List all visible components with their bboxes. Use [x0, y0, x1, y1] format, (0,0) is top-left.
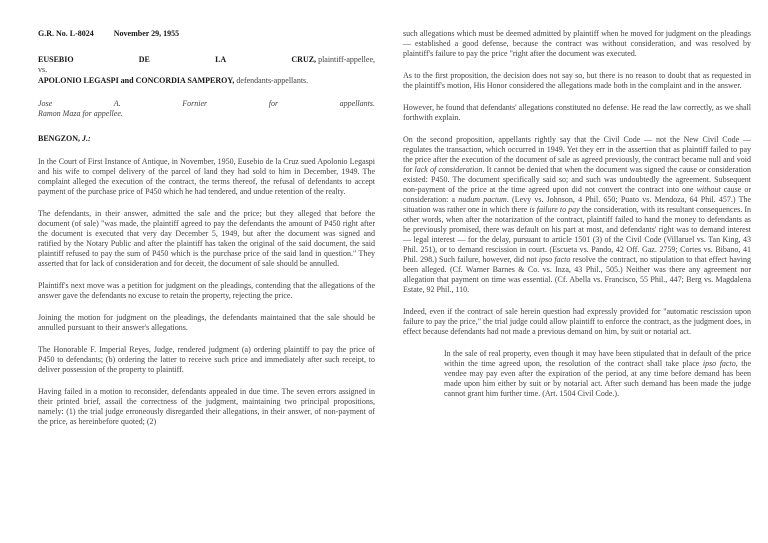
appellants-counsel-line [38, 99, 375, 109]
left-column [38, 0, 375, 439]
body-paragraph: In the Court of First Instance of Antique, in November, 1950, Eusebio de la Cruz sued Apolonio Legaspi and his wife to compel delivery of the parcel of land they had sold to him in December, 1949. The complaint alleged the execution of the contract, the terms thereof, the refusal of defendants to accept payment of the purchase price of P450 which he had tendered, and undue retention of the realty. [38, 157, 375, 196]
body-paragraph: However, he found that defendants' allegations constituted no defense. He read the law correctly, as we shall forthwith explain. [403, 103, 751, 122]
body-paragraph: The Honorable F. Imperial Reyes, Judge, rendered judgment (a) ordering plaintiff to pay the price of P450 to defendants; (b) ordering the latter to receive such price and immediately after such receipt, to deliver possession of the property to plaintiff. [38, 345, 375, 374]
defendants-role: defendants-appellants. [236, 76, 309, 85]
statute-blockquote: In the sale of real property, even though it may have been stipulated that in default of the price within the time agreed upon, the resolution of the contract shall take place ipso facto, the vendee may pay even after the expiration of the period, at any time before demand has been made upon him either by suit or by notarial act. After such demand has been made the judge cannot grant him further time. (Art. 1504 Civil Code.). [444, 349, 751, 398]
counsel-word: appellants. [339, 99, 375, 108]
defendants-names: APOLONIO LEGASPI and CONCORDIA SAMPEROY, [38, 76, 235, 85]
body-paragraph: As to the first proposition, the decision does not say so, but there is no reason to doubt that as requested in the plaintiff's motion, His Honor considered the allegations made both in the complaint and in the answer. [403, 71, 751, 90]
body-paragraph: Plaintiff's next move was a petition for judgment on the pleadings, contending that the allegations of the answer gave the defendants no excuse to retain the property, rejecting the price. [38, 281, 375, 300]
body-paragraph: Indeed, even if the contract of sale herein question had expressly provided for "automatic rescission upon failure to pay the price," the trial judge could allow plaintiff to enforce the contract, as the judgment does, in effect because defendants had not made a previous demand on him, by suit or notarial act. [403, 307, 751, 336]
defendants-caption-line [38, 75, 375, 86]
body-paragraph: Joining the motion for judgment on the pleadings, the defendants maintained that the sale should be annulled pursuant to their answer's allegations. [38, 313, 375, 332]
counsel-block [38, 99, 375, 119]
body-paragraph: such allegations which must be deemed admitted by plaintiff when he moved for judgment on the pleadings — established a good defense, because the contract was without consideration, and was resolved by plaintiff's failure to pay the price "right after the document was executed. [403, 29, 751, 58]
plaintiff-name-word: CRUZ, [291, 55, 317, 64]
body-paragraph: Having failed in a motion to reconsider, defendants appealed in due time. The seven errors assigned in their printed brief, assail the correctness of the judgment, maintaining two principal propositions, namely: (1) the trial judge erroneously disregarded their allegations, in their answer, of non-payment of the price, as hereinbefore quoted; (2) [38, 387, 375, 426]
decision-date: November 29, 1955 [113, 29, 180, 38]
plaintiff-name-word: EUSEBIO [38, 55, 74, 64]
versus-label: vs. [38, 65, 48, 74]
body-paragraph: The defendants, in their answer, admitted the sale and the price; but they alleged that before the document (of sale) "was made, the plaintiff agreed to pay the defendants the amount of P450 right after the document is executed that very day December 5, 1949, but after the document was signed and ratified by the Notary Public and after the plaintiff has taken the original of the said document, the said plaintiff refused to pay the sum of P450 which is the purchase price of the said land in question." They asserted that for lack of consideration and for deceit, the document of sale should be annulled. [38, 209, 375, 268]
plaintiff-caption-line [38, 54, 375, 65]
right-column [403, 0, 751, 411]
plaintiff-name-word: DE [138, 55, 150, 64]
plaintiff-name-and-role [291, 54, 375, 65]
plaintiff-role: plaintiff-appellee, [318, 55, 375, 64]
counsel-word: Jose [38, 99, 53, 108]
appellee-counsel-line: Ramon Maza for appellee. [38, 109, 123, 118]
counsel-word: for [268, 99, 279, 108]
body-paragraph: On the second proposition, appellants rightly say that the Civil Code — not the New Civil Code — regulates the transaction, which occurred in 1949. Yet they err in the assertion that as plaintiff failed to pay the price after the execution of the document of sale as agreed previously, the contract became null and void for lack of consideration. It cannot be denied that when the document was signed the cause or consideration existed: P450. The document specifically said so; and such was undoubtedly the agreement. Subsequent non-payment of the price at the time agreed upon did not convert the contract into one without cause or consideration: a nudum pactum. (Levy vs. Johnson, 4 Phil. 650; Puato vs. Mendoza, 64 Phil. 457.) The situation was rather one in which there is failure to pay the consideration, with its resultant consequences. In other words, when after the notarization of the contract, plaintiff failed to hand the money to defendants as he previously promised, there was default on his part at most, and defendants' right was to demand interest — legal interest — for the delay, pursuant to article 1501 (3) of the Civil Code (Villaruel vs. Tan King, 43 Phil. 251), or to demand rescission in court. (Escueta vs. Pando, 42 Off. Gaz. 2759; Cortes vs. Bibano, 41 Phil. 298.) Such failure, however, did not ipso facto resolve the contract, no stipulation to that effect having been alleged. (Cf. Warner Barnes & Co. vs. Inza, 43 Phil., 505.) Neither was there any agreement nor allegation that payment on time was essential. (Cf. Abella vs. Francisco, 55 Phil., 447; Berg vs. Magdalena Estate, 92 Phil., 110. [403, 135, 752, 294]
plaintiff-name-word: LA [215, 55, 227, 64]
case-number-line [38, 29, 375, 39]
counsel-word: Fornier [182, 99, 208, 108]
ponente-heading: BENGZON, J.: [38, 134, 91, 143]
gr-number: G.R. No. L-8024 [38, 29, 94, 38]
counsel-word: A. [113, 99, 121, 108]
